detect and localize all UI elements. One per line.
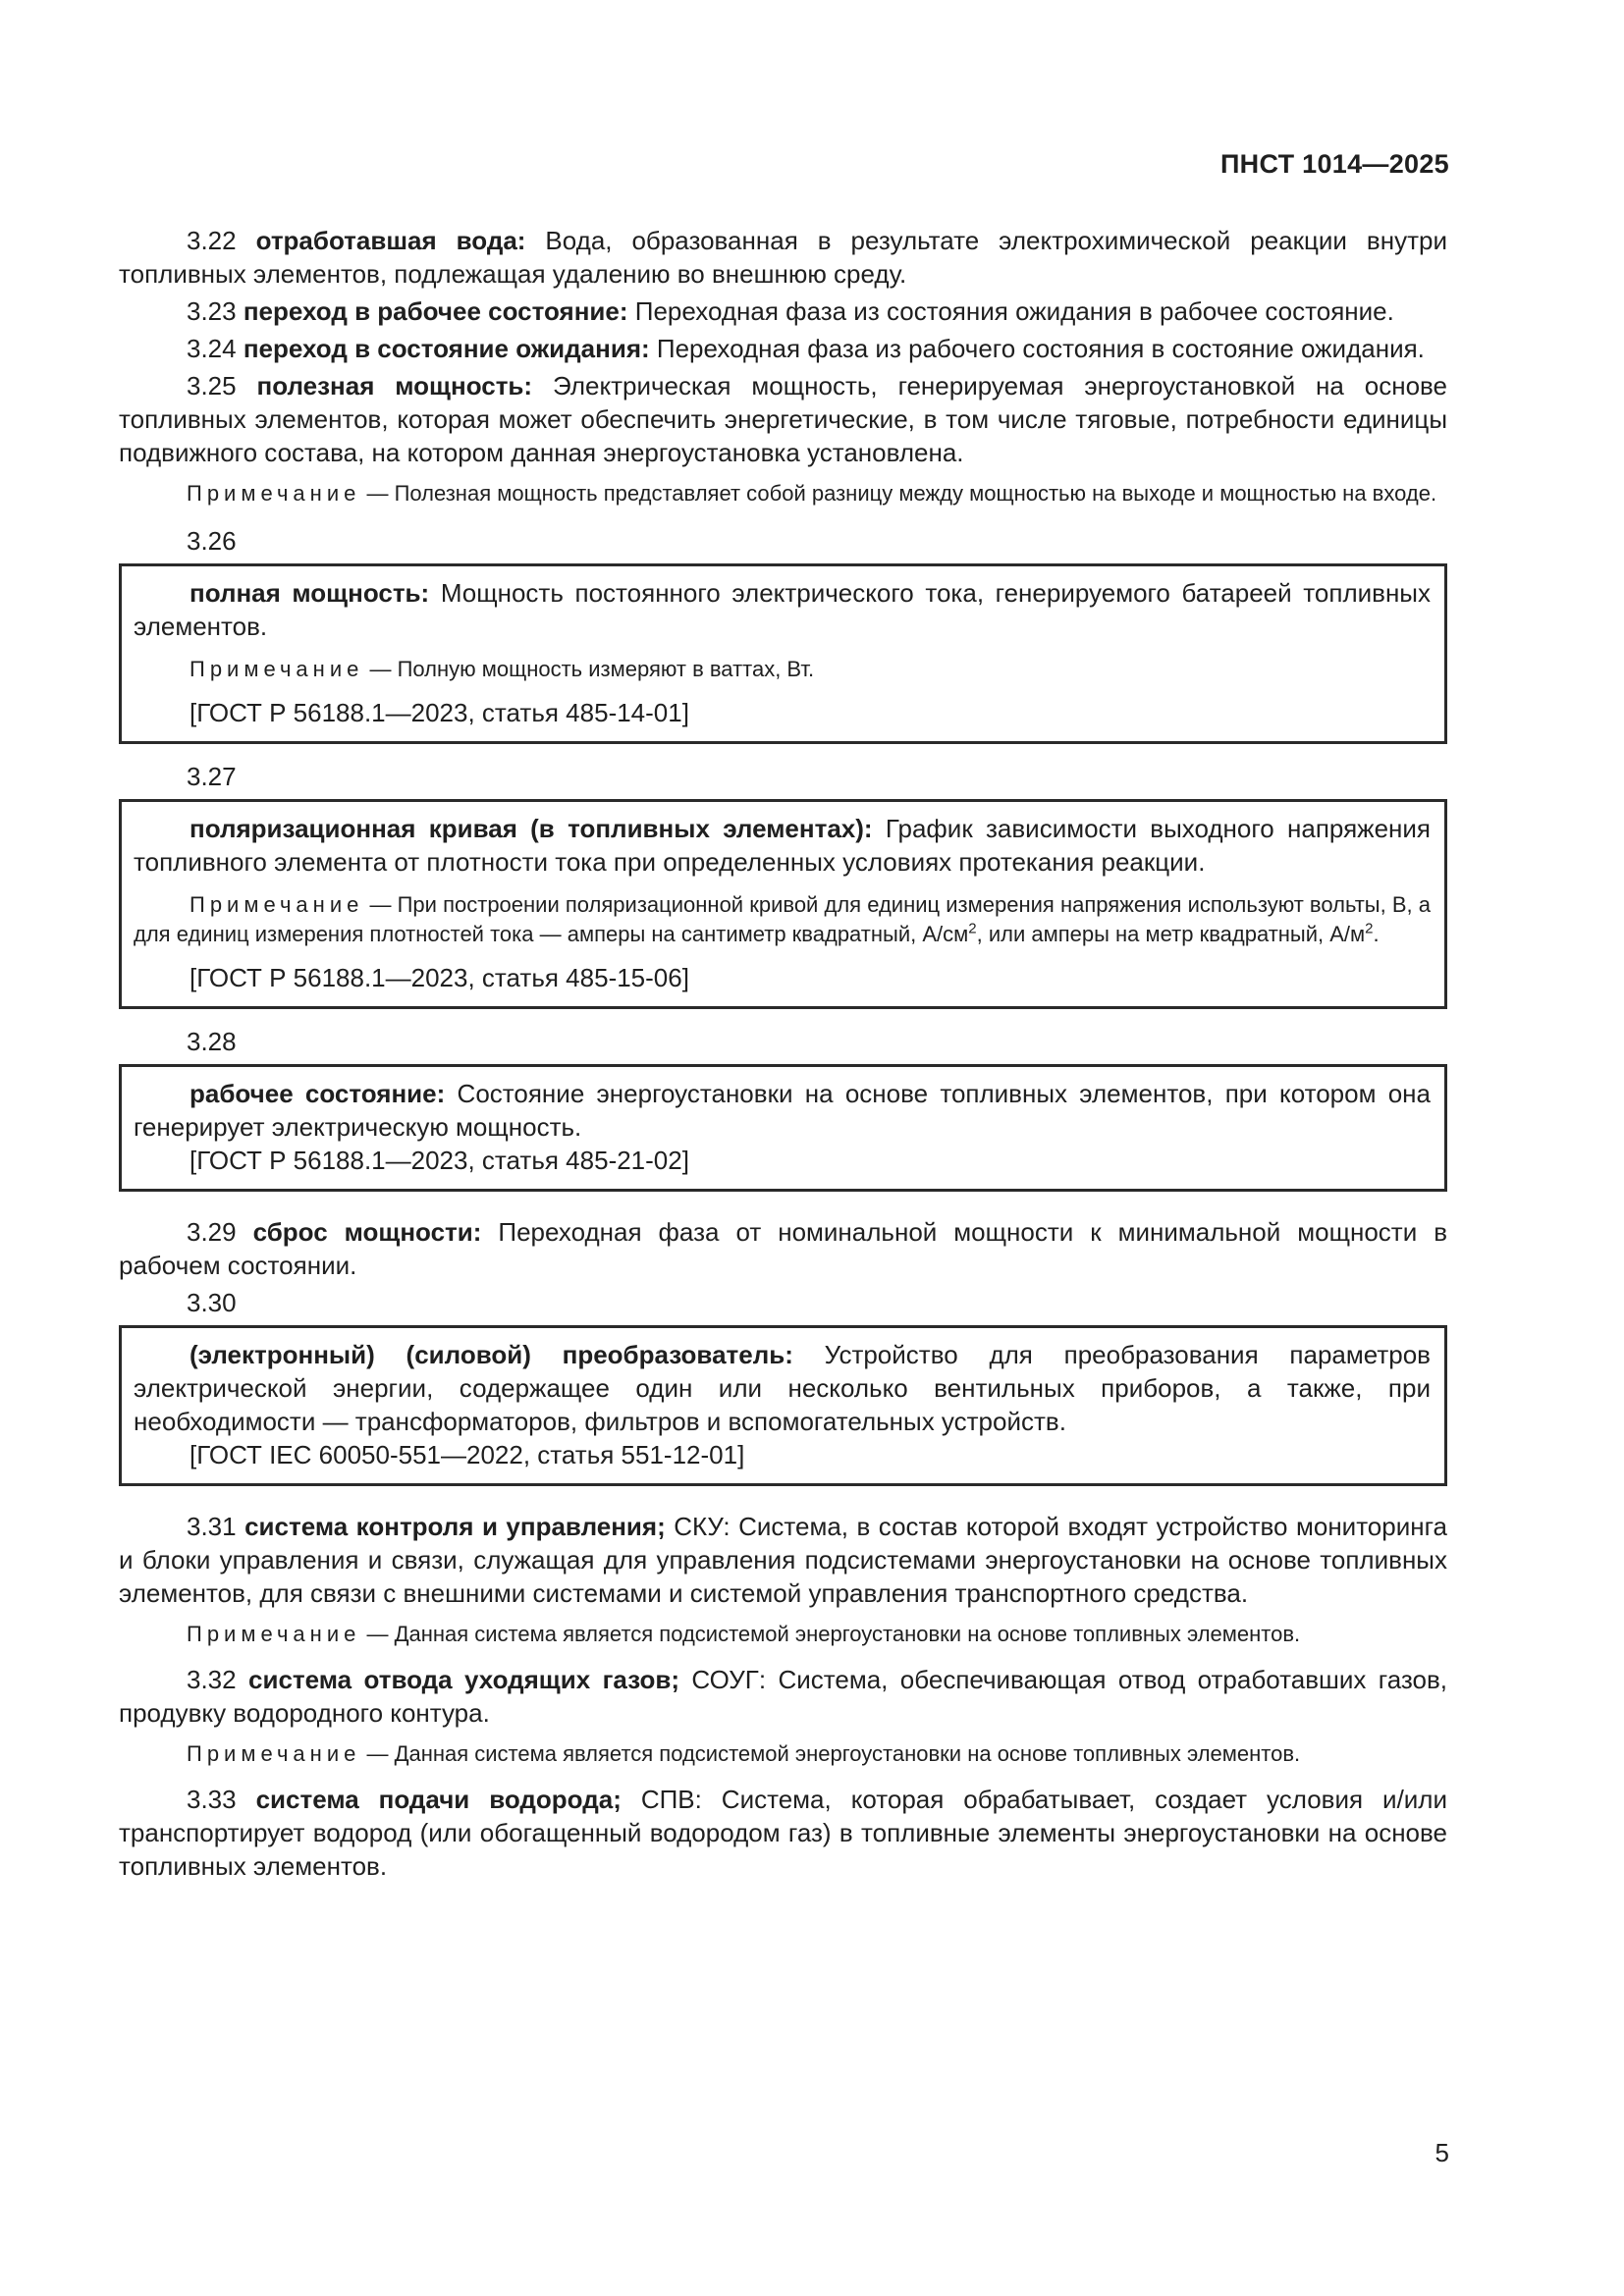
entry-3-31	[119, 1510, 1447, 1610]
entry-definition: СКУ: Система, в состав которой входят устройство мониторинга и блоки управления и связи, служащая для управления подсистемами энергоустановки на основе топливных элементов, для связи с внешними системами и системой управления транспортного средства.	[119, 1512, 1447, 1608]
source-reference: [ГОСТ Р 56188.1—2023, статья 485-21-02]	[189, 1146, 689, 1175]
entry-number: 3.25	[187, 371, 257, 400]
entry-3-23	[119, 294, 1447, 328]
entry-term: полная мощность:	[189, 578, 430, 608]
entry-term: поляризационная кривая (в топливных элементах):	[189, 814, 873, 843]
entry-3-30	[134, 1338, 1431, 1438]
note-label: Примечание	[187, 1741, 361, 1766]
entry-3-24	[119, 332, 1447, 365]
entry-number: 3.23	[187, 296, 244, 326]
note-text: — Данная система является подсистемой энергоустановки на основе топливных элементов.	[360, 1741, 1301, 1766]
note-text: — При построении поляризационной кривой для единиц измерения напряжения используют вольты, В, а для единиц измерения плотностей тока — амперы на сантиметр квадратный, А/см	[134, 892, 1431, 946]
entry-definition: Переходная фаза из рабочего состояния в состояние ожидания.	[649, 334, 1425, 363]
note-label: Примечание	[189, 657, 364, 681]
entry-3-27	[134, 812, 1431, 879]
entry-number: 3.24	[187, 334, 244, 363]
entry-number: 3.33	[187, 1785, 256, 1814]
entry-3-31-note	[119, 1620, 1447, 1649]
entry-3-28	[134, 1077, 1431, 1144]
entry-3-33	[119, 1783, 1447, 1883]
entry-term: сброс мощности:	[252, 1217, 482, 1247]
entry-3-28-number: 3.28	[187, 1027, 237, 1056]
entry-3-26-number: 3.26	[187, 526, 237, 556]
entry-number: 3.31	[187, 1512, 245, 1541]
note-label: Примечание	[189, 892, 364, 917]
entry-term: отработавшая вода:	[255, 226, 526, 255]
entry-3-27-note	[134, 890, 1431, 949]
entry-3-32	[119, 1663, 1447, 1730]
entry-definition: СОУГ: Система, обеспечивающая отвод отработавших газов, продувку водородного контура.	[119, 1665, 1448, 1728]
entry-definition: СПВ: Система, которая обрабатывает, создает условия и/или транспортирует водород (или обогащенный водородом газ) в топливные элементы энергоустановки на основе топливных элементов.	[119, 1785, 1448, 1881]
note-text: — Полную мощность измеряют в ваттах, Вт.	[363, 657, 815, 681]
entry-definition: Переходная фаза из состояния ожидания в рабочее состояние.	[627, 296, 1394, 326]
entry-definition: Состояние энергоустановки на основе топливных элементов, при котором она генерирует электрическую мощность.	[134, 1079, 1431, 1142]
entry-3-27-box	[119, 799, 1447, 1009]
entry-3-26-box	[119, 563, 1447, 744]
document-code: ПНСТ 1014—2025	[1219, 149, 1449, 179]
entry-term: переход в рабочее состояние:	[243, 296, 628, 326]
entry-term: рабочее состояние:	[189, 1079, 446, 1108]
entry-term: система отвода уходящих газов;	[248, 1665, 679, 1694]
note-text: .	[1373, 922, 1380, 946]
source-reference: [ГОСТ Р 56188.1—2023, статья 485-15-06]	[189, 963, 689, 992]
note-text: , или амперы на метр квадратный, А/м	[976, 922, 1366, 946]
entry-3-30-box	[119, 1325, 1447, 1486]
entry-3-32-note	[119, 1739, 1447, 1769]
entry-3-29	[119, 1215, 1447, 1282]
entry-number: 3.32	[187, 1665, 248, 1694]
entry-definition: Вода, образованная в результате электрохимической реакции внутри топливных элементов, подлежащая удалению во внешнюю среду.	[119, 226, 1447, 289]
entry-number: 3.22	[187, 226, 256, 255]
note-label: Примечание	[187, 481, 361, 506]
superscript: 2	[968, 920, 977, 937]
entry-3-26-note	[134, 655, 1431, 684]
page-number: 5	[1435, 2138, 1449, 2167]
entry-term: система контроля и управления;	[244, 1512, 666, 1541]
entry-3-25-note	[119, 479, 1447, 508]
source-reference: [ГОСТ Р 56188.1—2023, статья 485-14-01]	[189, 698, 689, 727]
entry-term: переход в состояние ожидания:	[243, 334, 650, 363]
entry-term: (электронный) (силовой) преобразователь:	[189, 1340, 793, 1369]
entry-3-27-number: 3.27	[187, 762, 237, 791]
superscript: 2	[1365, 920, 1374, 937]
entry-3-25	[119, 369, 1447, 469]
entry-definition: Мощность постоянного электрического тока, генерируемого батареей топливных элементов.	[134, 578, 1431, 641]
entry-term: полезная мощность:	[256, 371, 533, 400]
entry-3-28-box	[119, 1064, 1447, 1192]
note-label: Примечание	[187, 1622, 361, 1646]
entry-definition: График зависимости выходного напряжения топливного элемента от плотности тока при определенных условиях протекания реакции.	[134, 814, 1431, 877]
entry-definition: Переходная фаза от номинальной мощности к минимальной мощности в рабочем состоянии.	[119, 1217, 1448, 1280]
note-text: — Данная система является подсистемой энергоустановки на основе топливных элементов.	[360, 1622, 1301, 1646]
entry-3-22	[119, 224, 1447, 291]
document-body	[119, 224, 1447, 1887]
entry-number: 3.29	[187, 1217, 253, 1247]
source-reference: [ГОСТ IEC 60050-551—2022, статья 551-12-01]	[189, 1440, 745, 1469]
entry-3-26	[134, 576, 1431, 643]
entry-definition: Электрическая мощность, генерируемая энергоустановкой на основе топливных элементов, которая может обеспечить энергетические, в том числе тяговые, потребности единицы подвижного состава, на котором данная энергоустановка установлена.	[119, 371, 1448, 467]
note-text: — Полезная мощность представляет собой разницу между мощностью на выходе и мощностью на входе.	[360, 481, 1437, 506]
entry-definition: Устройство для преобразования параметров электрической энергии, содержащее один или несколько вентильных приборов, а также, при необходимости — трансформаторов, фильтров и вспомогательных устройств.	[134, 1340, 1431, 1436]
entry-3-30-number: 3.30	[187, 1288, 237, 1317]
entry-term: система подачи водорода;	[255, 1785, 622, 1814]
